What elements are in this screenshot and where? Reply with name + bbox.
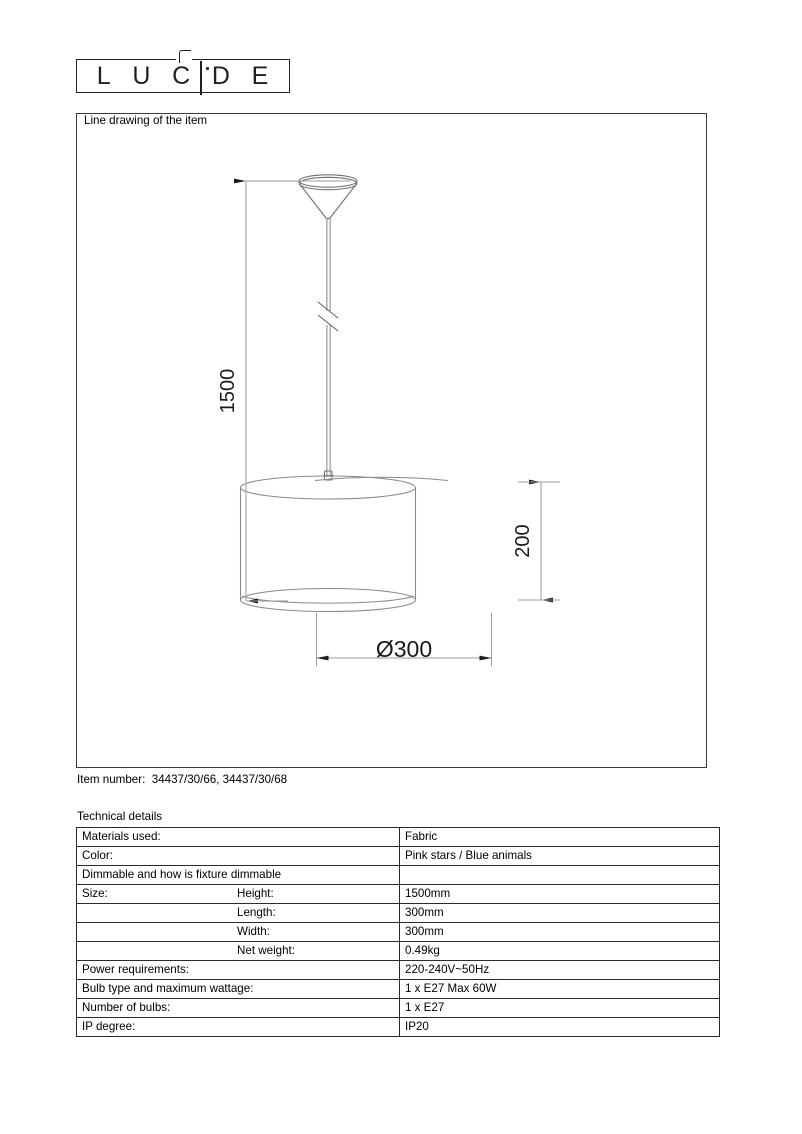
canopy-cone [299, 184, 357, 219]
logo-letter-u: U [132, 61, 152, 90]
row-label-sub: Net weight: [237, 944, 295, 958]
row-label: Dimmable and how is fixture dimmable [77, 866, 400, 885]
cord-lower [327, 325, 330, 477]
table-row [77, 885, 720, 904]
table-row [77, 866, 720, 885]
row-value: 1 x E27 [400, 999, 720, 1018]
dimension-shade-height-200 [512, 482, 560, 600]
row-label: IP degree: [77, 1018, 400, 1037]
table-row [77, 847, 720, 866]
row-label [77, 904, 400, 923]
table-row [77, 828, 720, 847]
technical-details-body [77, 828, 720, 1037]
logo-letter-e: E [251, 61, 270, 90]
row-label [77, 942, 400, 961]
table-row [77, 961, 720, 980]
pendant-lamp-line-drawing [76, 113, 707, 768]
shade-bottom-ellipse [241, 589, 416, 612]
table-row [77, 980, 720, 999]
row-label: Power requirements: [77, 961, 400, 980]
row-value [400, 866, 720, 885]
row-label-sub: Height: [237, 887, 274, 901]
dimension-diameter-300 [317, 613, 492, 666]
item-number: Item number: 34437/30/66, 34437/30/68 [77, 773, 288, 786]
logo-letters [76, 59, 290, 93]
row-value: Pink stars / Blue animals [400, 847, 720, 866]
dim-300-label: Ø300 [375, 636, 433, 662]
logo-letter-l: L [96, 61, 112, 90]
row-label: Number of bulbs: [77, 999, 400, 1018]
shade-bottom-inner-rim [242, 596, 414, 603]
row-label: Bulb type and maximum wattage: [77, 980, 400, 999]
row-value: IP20 [400, 1018, 720, 1037]
technical-details-table [76, 827, 720, 1037]
technical-details-title: Technical details [77, 810, 163, 823]
logo-letter-c: C [172, 61, 192, 90]
row-value: 300mm [400, 923, 720, 942]
line-drawing-caption: Line drawing of the item [84, 114, 208, 127]
row-value: 1 x E27 Max 60W [400, 980, 720, 999]
row-value: Fabric [400, 828, 720, 847]
lucide-logo [76, 59, 290, 93]
table-row [77, 904, 720, 923]
row-label [77, 885, 400, 904]
dim-1500-label: 1500 [217, 368, 239, 414]
cord-break-symbol [318, 302, 338, 331]
table-row [77, 999, 720, 1018]
row-label [77, 923, 400, 942]
logo-letter-d: D [211, 61, 231, 90]
row-label: Materials used: [77, 828, 400, 847]
dim-200-label: 200 [512, 524, 534, 558]
table-row [77, 923, 720, 942]
row-value: 300mm [400, 904, 720, 923]
canopy-rim-inner [299, 177, 357, 189]
row-value: 220-240V~50Hz [400, 961, 720, 980]
row-label: Color: [77, 847, 400, 866]
table-row [77, 1018, 720, 1037]
row-label-sub: Length: [237, 906, 276, 920]
table-row [77, 942, 720, 961]
row-value: 1500mm [400, 885, 720, 904]
row-label-main: Size: [82, 887, 108, 901]
cord-upper [327, 219, 330, 312]
row-value: 0.49kg [400, 942, 720, 961]
row-label-sub: Width: [237, 925, 270, 939]
